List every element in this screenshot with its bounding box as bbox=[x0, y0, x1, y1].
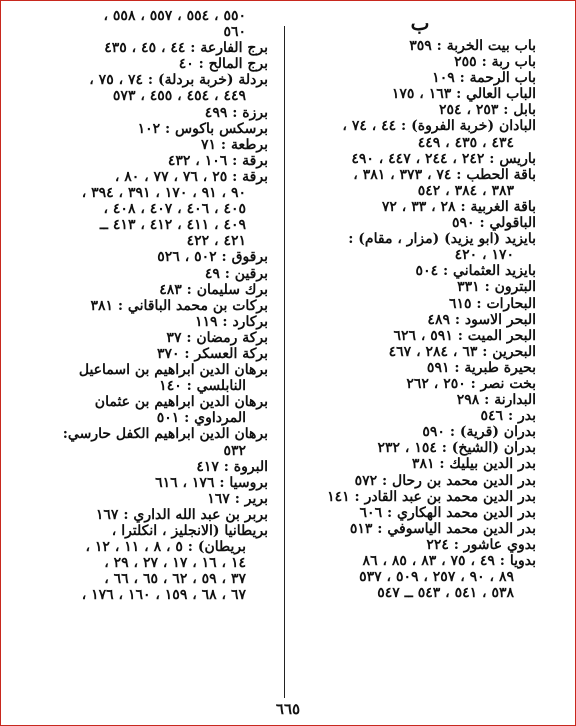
index-entry-line: بركارد : ١١٩ bbox=[194, 313, 268, 330]
index-entry-line: البادان (خربة الفروة) : ٤٤ ، ٧٤ ، bbox=[342, 118, 536, 135]
index-entry-line: ٥٣٢ bbox=[223, 442, 246, 459]
index-entry-line: الباقولي : ٥٩٠ bbox=[452, 215, 536, 232]
index-entry-line: بخت نصر : ٢٥٠ ، ٢٦٢ bbox=[406, 375, 536, 392]
index-entry-line: البحرين : ٦٣ ، ٢٨٤ ، ٤٦٧ bbox=[388, 343, 536, 360]
index-entry-line: بدر الدين بيليك : ٣٨١ bbox=[411, 456, 536, 473]
left-column-entries bbox=[36, 8, 268, 603]
index-entry-line: ٤٣٤ ، ٤٣٥ ، ٤٤٩ bbox=[417, 134, 514, 151]
index-entry-line: بدر : ٥٤٦ bbox=[480, 408, 536, 425]
index-entry-line: باب بيت الخربة : ٣٥٩ bbox=[409, 38, 536, 54]
index-entry-line: برسكس باكوس : ١٠٢ bbox=[137, 120, 268, 137]
index-entry-line: برهان الدين ابراهيم الكفل حارسي: bbox=[62, 426, 268, 443]
index-entry-line: ٤٤٩ ، ٤٥٤ ، ٤٥٥ ، ٥٧٣ bbox=[112, 88, 246, 105]
index-entry-line: بدران (قرية) : ٥٩٠ bbox=[422, 424, 536, 441]
index-entry-line: بروسيا : ١٧٦ ، ٦١٦ bbox=[155, 474, 268, 491]
index-entry-line: برير : ١٦٧ bbox=[207, 490, 268, 507]
index-entry-line: بايزيد العثماني : ٥٠٤ bbox=[415, 263, 536, 280]
index-entry-line: الباب العالي : ١٦٣ ، ١٧٥ bbox=[391, 86, 536, 103]
index-entry-line: باب الرحمة : ١٠٩ bbox=[432, 70, 536, 87]
left-column bbox=[36, 8, 268, 603]
index-entry-line: بدر الدين محمد بن رحال : ٥٧٢ bbox=[354, 472, 536, 489]
index-entry-line: برقة : ٢٥ ، ٧٦ ، ٧٧ ، ٨٠ ، bbox=[114, 168, 268, 185]
index-entry-line: ٣٨٣ ، ٣٨٤ ، ٥٤٢ bbox=[417, 182, 514, 199]
index-entry-line: بركة العسكر : ٣٧٠ bbox=[157, 345, 268, 362]
index-entry-line: برج المالح : ٤٠ bbox=[178, 56, 268, 73]
right-column bbox=[304, 8, 536, 601]
index-entry-line: ٨٩ ، ٩٠ ، ٢٥٧ ، ٥٠٩ ، ٥٣٧ bbox=[359, 569, 514, 586]
index-entry-line: ٥٥٠ ، ٥٥٤ ، ٥٥٧ ، ٥٥٨ ، bbox=[103, 8, 246, 24]
index-entry-line: ٥٦٠ bbox=[223, 24, 246, 41]
index-entry-line: البحر الاسود : ٤٨٩ bbox=[427, 311, 536, 328]
index-entry-line: برك سليمان : ٤٨٣ bbox=[159, 281, 268, 298]
index-entry-line: بريطان) : ٥ ، ٨ ، ١١ ، ١٢ ، bbox=[85, 539, 246, 556]
index-entry-line: البحارات : ٦١٥ bbox=[449, 295, 536, 312]
index-entry-line: بركات بن محمد الباقاني : ٣٨١ bbox=[90, 297, 268, 314]
index-entry-line: بابل : ٢٥٣ ، ٢٥٤ bbox=[439, 102, 536, 119]
index-entry-line: بدران (الشيخ) : ١٥٤ ، ٢٣٢ bbox=[377, 440, 536, 457]
index-entry-line: برهان الدين ابراهيم بن اسماعيل bbox=[78, 362, 268, 379]
index-entry-line: بحيرة طبرية : ٥٩١ bbox=[426, 359, 536, 376]
index-entry-line: باقة الحطب : ٧٤ ، ٣٧٣ ، ٣٨١ ، bbox=[353, 166, 536, 183]
index-entry-line: باب ربة : ٢٥٥ bbox=[454, 54, 536, 71]
index-entry-line: بدر الدين محمد الهكاري : ٦٠٦ bbox=[359, 504, 536, 521]
index-entry-line: بدوي عاشور : ٢٢٤ bbox=[426, 536, 536, 553]
index-entry-line: ٤٠٩ ، ٤١١ ، ٤١٢ ، ٤١٣ ــ bbox=[99, 217, 246, 234]
index-entry-line: ٣٧ ، ٥٩ ، ٦٢ ، ٦٥ ، ٦٦ ، bbox=[104, 571, 246, 588]
index-entry-line: البدارنة : ٢٩٨ bbox=[456, 392, 536, 409]
page-number: ٦٦٥ bbox=[275, 700, 301, 718]
index-entry-line: بردلة (خربة بردلة) : ٧٤ ، ٧٥ ، bbox=[89, 72, 268, 89]
index-entry-line: ١٧٠ ، ٤٢٠ bbox=[454, 247, 514, 264]
index-entry-line: برقوق : ٥٠٢ ، ٥٢٦ bbox=[157, 249, 268, 266]
index-entry-line: بايزيد (ابو يزيد) (مزار ، مقام) : bbox=[348, 231, 536, 248]
index-entry-line: ٤٠٥ ، ٤٠٦ ، ٤٠٧ ، ٤٠٨ ، bbox=[103, 201, 246, 218]
index-entry-line: برزة : ٤٩٩ bbox=[204, 104, 268, 121]
index-entry-line: ٤٢١ ، ٤٢٢ bbox=[186, 233, 246, 250]
index-entry-line: باقة الغربية : ٢٨ ، ٣٣ ، ٧٢ bbox=[381, 198, 536, 215]
index-entry-line: بدر الدين محمد الياسوفي : ٥١٣ bbox=[349, 520, 536, 537]
index-entry-line: برقة : ١٠٦ ، ٤٣٢ bbox=[167, 152, 268, 169]
index-entry-line: برهان الدين ابراهيم بن عثمان bbox=[94, 394, 268, 411]
index-entry-line: برطعة : ٧١ bbox=[201, 136, 268, 153]
index-entry-line: بربر بن عبد الله الداري : ١٦٧ bbox=[95, 506, 268, 523]
index-entry-line: برج الفارعة : ٤٤ ، ٤٥ ، ٤٣٥ bbox=[104, 40, 268, 57]
right-column-entries bbox=[304, 38, 536, 601]
index-entry-line: بدويا : ٤٩ ، ٧٥ ، ٨٣ ، ٨٥ ، ٨٦ bbox=[362, 553, 536, 569]
index-entry-line: برقين : ٤٩ bbox=[204, 265, 268, 282]
index-entry-line: بدر الدين محمد بن عبد القادر : ١٤١ bbox=[327, 488, 536, 505]
index-entry-line: المرداوي : ٥٠١ bbox=[156, 410, 246, 427]
index-entry-line: ٩٠ ، ٩١ ، ١٧٠ ، ٣٩١ ، ٣٩٤ ، bbox=[81, 185, 246, 202]
index-entry-line: بريطانيا (الانجليز ، انكلترا ، bbox=[111, 523, 268, 539]
index-entry-line: ٥٣٨ ، ٥٤١ ، ٥٤٣ ــ ٥٤٧ bbox=[377, 585, 514, 602]
column-divider bbox=[284, 26, 285, 698]
index-entry-line: البروة : ٤١٧ bbox=[196, 458, 268, 475]
index-entry-line: النابلسي : ١٤٠ bbox=[159, 378, 246, 395]
index-entry-line: ١٤ ، ١٦ ، ١٧ ، ٢٧ ، ٢٩ ، bbox=[104, 555, 246, 572]
index-entry-line: بركة رمضان : ٣٧ bbox=[166, 329, 268, 346]
index-entry-line: البحر الميت : ٥٩١ ، ٦٢٦ bbox=[393, 327, 536, 344]
index-page bbox=[36, 8, 536, 698]
section-letter: ب bbox=[410, 11, 430, 35]
index-entry-line: ٦٧ ، ٦٨ ، ١٥٩ ، ١٦٠ ، ١٧٦ ، bbox=[81, 587, 246, 604]
index-entry-line: البترون : ٣٣١ bbox=[457, 279, 536, 296]
index-entry-line: باريس : ٢٤٢ ، ٢٤٤ ، ٤٤٧ ، ٤٩٠ bbox=[351, 150, 536, 167]
